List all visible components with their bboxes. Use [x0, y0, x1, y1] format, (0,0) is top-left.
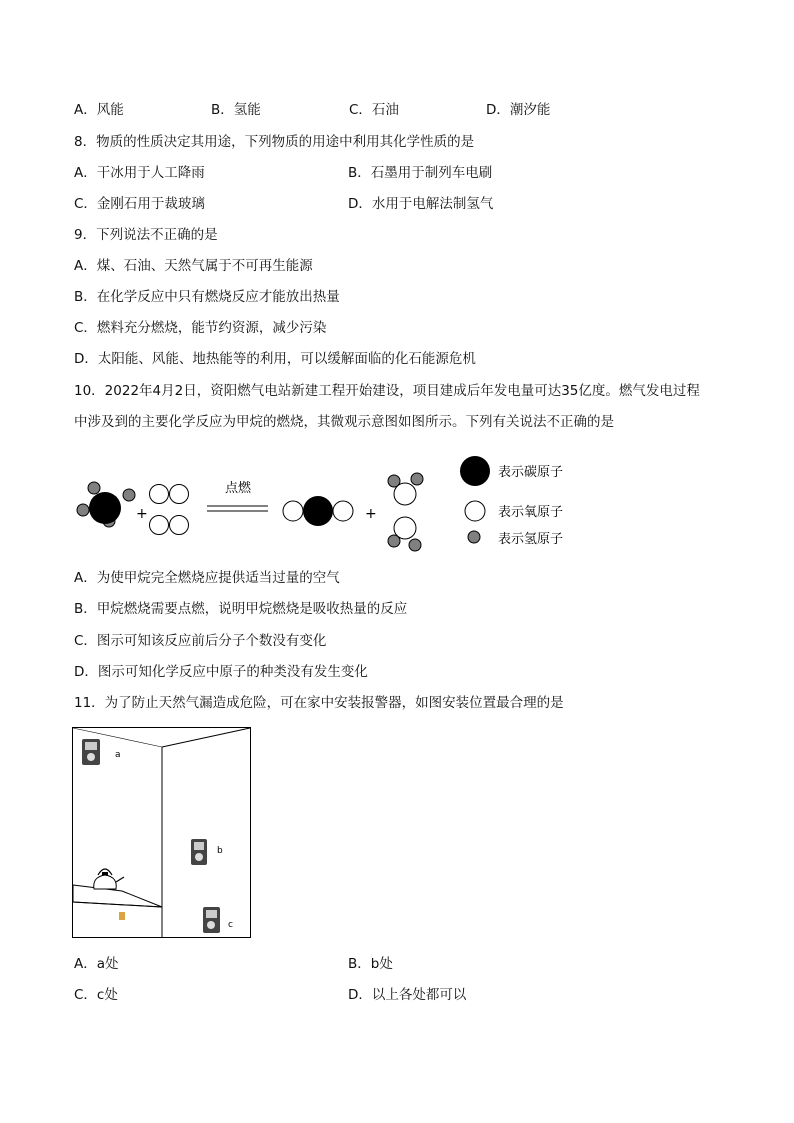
carbon-dioxide-molecule — [283, 496, 353, 526]
diagram-legend — [460, 456, 563, 547]
oxygen-molecules — [150, 485, 189, 535]
q9-option-b: B．在化学反应中只有燃烧反应才能放出热量 — [74, 289, 340, 305]
q7-option-b: B．氢能 — [211, 102, 261, 118]
plus-sign-2: + — [365, 506, 377, 522]
carbon-atom-icon — [460, 456, 490, 486]
methane-combustion-diagram — [70, 448, 590, 560]
methane-molecule — [77, 482, 135, 527]
reaction-condition: 点燃 — [225, 481, 252, 496]
q8-stem: 8．物质的性质决定其用途，下列物质的用途中利用其化学性质的是 — [74, 134, 475, 150]
q10-option-a: A．为使甲烷完全燃烧应提供适当过量的空气 — [74, 570, 340, 586]
q9-option-a: A．煤、石油、天然气属于不可再生能源 — [74, 258, 313, 274]
hydrogen-atom-icon — [468, 531, 480, 543]
alarm-c-icon — [203, 907, 220, 933]
q7-option-a: A．风能 — [74, 102, 124, 118]
q9-stem: 9．下列说法不正确的是 — [74, 227, 218, 243]
q8-option-b: B．石墨用于制列车电刷 — [348, 165, 493, 181]
q11-option-b: B．b处 — [348, 956, 393, 972]
q11-option-a: A．a处 — [74, 956, 119, 972]
q11-option-c: C．c处 — [74, 987, 118, 1003]
q10-stem-line1: 10．2022年4月2日，资阳燃气电站新建工程开始建设，项目建成后年发电量可达35亿度。燃气发电过程 — [74, 383, 700, 399]
legend-hydrogen-label: 表示氢原子 — [498, 532, 564, 547]
oxygen-atom-icon — [465, 501, 485, 521]
q8-option-a: A．干冰用于人工降雨 — [74, 165, 205, 181]
kitchen-alarm-figure — [72, 727, 252, 939]
q8-option-c: C．金刚石用于裁玻璃 — [74, 196, 205, 212]
alarm-a-icon — [82, 739, 100, 765]
q10-option-b: B．甲烷燃烧需要点燃，说明甲烷燃烧是吸收热量的反应 — [74, 601, 408, 617]
water-molecules — [388, 473, 423, 551]
q9-option-d: D．太阳能、风能、地热能等的利用，可以缓解面临的化石能源危机 — [74, 351, 476, 367]
legend-oxygen-label: 表示氧原子 — [498, 505, 564, 520]
q7-option-d: D．潮汐能 — [486, 102, 551, 118]
q7-option-c: C．石油 — [349, 102, 399, 118]
q9-option-c: C．燃料充分燃烧，能节约资源，减少污染 — [74, 320, 327, 336]
q11-option-d: D．以上各处都可以 — [348, 987, 467, 1003]
q8-option-d: D．水用于电解法制氢气 — [348, 196, 494, 212]
stove-knob — [119, 912, 125, 920]
label-a: a — [115, 750, 121, 760]
q11-stem: 11．为了防止天然气漏造成危险，可在家中安装报警器，如图安装位置最合理的是 — [74, 695, 564, 711]
label-b: b — [217, 846, 223, 856]
q10-stem-line2: 中涉及到的主要化学反应为甲烷的燃烧，其微观示意图如图所示。下列有关说法不正确的是 — [74, 414, 614, 430]
q10-option-c: C．图示可知该反应前后分子个数没有变化 — [74, 633, 327, 649]
label-c: c — [228, 920, 233, 930]
plus-sign-1: + — [136, 506, 148, 522]
legend-carbon-label: 表示碳原子 — [498, 465, 564, 480]
alarm-b-icon — [191, 839, 207, 865]
q10-option-d: D．图示可知化学反应中原子的种类没有发生变化 — [74, 664, 368, 680]
